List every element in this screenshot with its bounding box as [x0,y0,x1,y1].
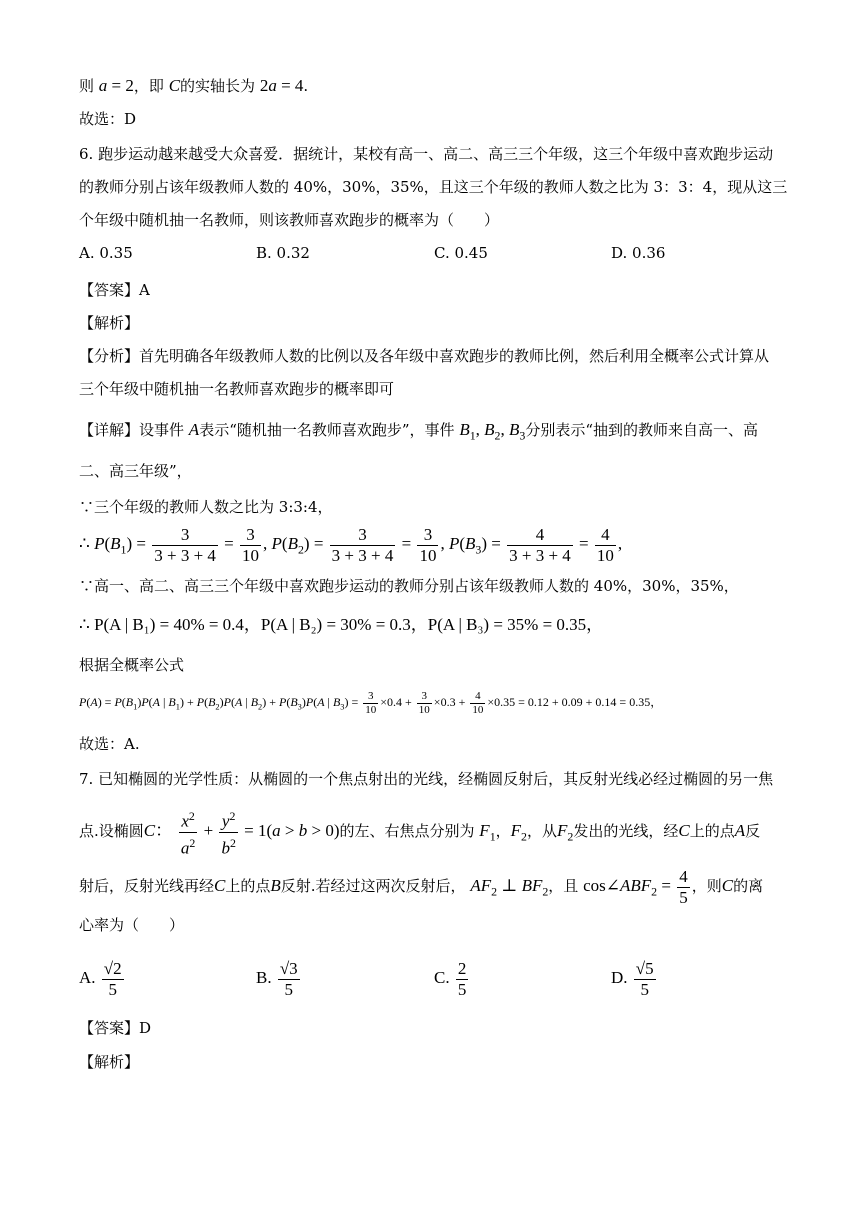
q7-analysis-heading: 【解析】 [79,1053,140,1071]
q6-option-a: A. 0.35 [79,244,133,262]
previous-solution-line: 则 a = 2，即 C的实轴长为 2a = 4. [79,76,309,95]
q7-option-c: C. $\frac{2}{5}$ [434,958,467,999]
q6-option-d: D. 0.36 [611,244,666,262]
q6-answer: 【答案】A [79,281,150,299]
q7-option-a: A. $\frac{√2}{5}$ [79,958,122,999]
q6-analysis-heading: 【解析】 [79,314,140,332]
q6-detail-line-2: 二、高三年级”， [79,462,192,480]
q6-prior-probabilities: ∴ $P(B_1)$ = $\frac{3}{3 + 3 + 4}$ = $\frac{3}{10}$ , $P(B_2)$ = $\frac{3}{3 + 3 + 4}$ = $\frac{3}{10}$ , $P(B_3)$ = $\frac{4}{3 + 3 + 4}$ = $\frac{4}{10}$ , [79,524,623,565]
q6-because-line: ∵高一、高二、高三三个年级中喜欢跑步运动的教师分别占该年级教师人数的 40%，30%，35%， [79,577,739,595]
q6-total-probability: $P(A) = P(B_1)P(A$ | $B_1) + P(B_2)P(A$ | $B_2) + P(B_3)P(A$ | $B_3$) = $\frac{3}{10}$ ×0.4 + $\frac{3}{10}$ ×0.3 + $\frac{4}{10}$ ×0.35 = 0.12 + 0.09 + 0.14 = 0.35， [79,689,663,716]
q6-conditional-probabilities: ∴ P(A | B₁) = 40% = 0.4，P(A | B₂) = 30% = 0.3，P(A | B₃) = 35% = 0.35， [79,615,604,634]
q6-stem-line-2: 的教师分别占该年级教师人数的 40%，30%，35%，且这三个年级的教师人数之比为 3：3：4，现从这三 [79,178,788,196]
q7-option-b: B. $\frac{√3}{5}$ [256,958,298,999]
q6-formula-label: 根据全概率公式 [79,656,185,674]
q6-option-c: C. 0.45 [434,244,488,262]
q7-stem-line-4: 心率为（ ） [79,916,185,934]
q7-answer: 【答案】D [79,1019,152,1037]
q6-stem-line-3: 个年级中随机抽一名教师，则该教师喜欢跑步的概率为（ ） [79,211,500,229]
q7-stem-line-1: 7. 已知椭圆的光学性质：从椭圆的一个焦点射出的光线，经椭圆反射后，其反射光线必经过椭圆的另一焦 [79,770,774,788]
q7-stem-line-3: 射后，反射光线再经C上的点B反射.若经过这两次反射后， $AF_2$ ⊥ $BF_2$，且 $\cos\angle ABF_2$ = $\frac{4}{5}$ ，则C的离 [79,866,764,907]
q6-fenxi-line-1: 【分析】首先明确各年级教师人数的比例以及各年级中喜欢跑步的教师比例，然后利用全概率公式计算从 [79,347,770,365]
q7-stem-line-2: 点.设椭圆C： $\frac{x^2}{a^2}$ + $\frac{y^2}{b^2}$ = 1(a > b > 0)的左、右焦点分别为 $F_1$，$F_2$，从$F_2$发出的光线，经C上的点A反 [79,806,798,858]
q6-choice: 故选：A. [79,735,140,753]
q6-option-b: B. 0.32 [256,244,310,262]
q7-option-d: D. $\frac{√5}{5}$ [611,958,654,999]
q6-detail-line-1: 【详解】设事件 A表示“随机抽一名教师喜欢跑步”，事件 $B_1$, $B_2$, $B_3$分别表示“抽到的教师来自高一、高 [79,420,759,443]
q6-fenxi-line-2: 三个年级中随机抽一名教师喜欢跑步的概率即可 [79,380,395,398]
previous-choice: 故选：D [79,110,137,128]
q6-ratio-line: ∵三个年级的教师人数之比为 3:3:4， [79,498,333,516]
q6-stem-line-1: 6. 跑步运动越来越受大众喜爱．据统计，某校有高一、高二、高三三个年级，这三个年级中喜欢跑步运动 [79,145,774,163]
